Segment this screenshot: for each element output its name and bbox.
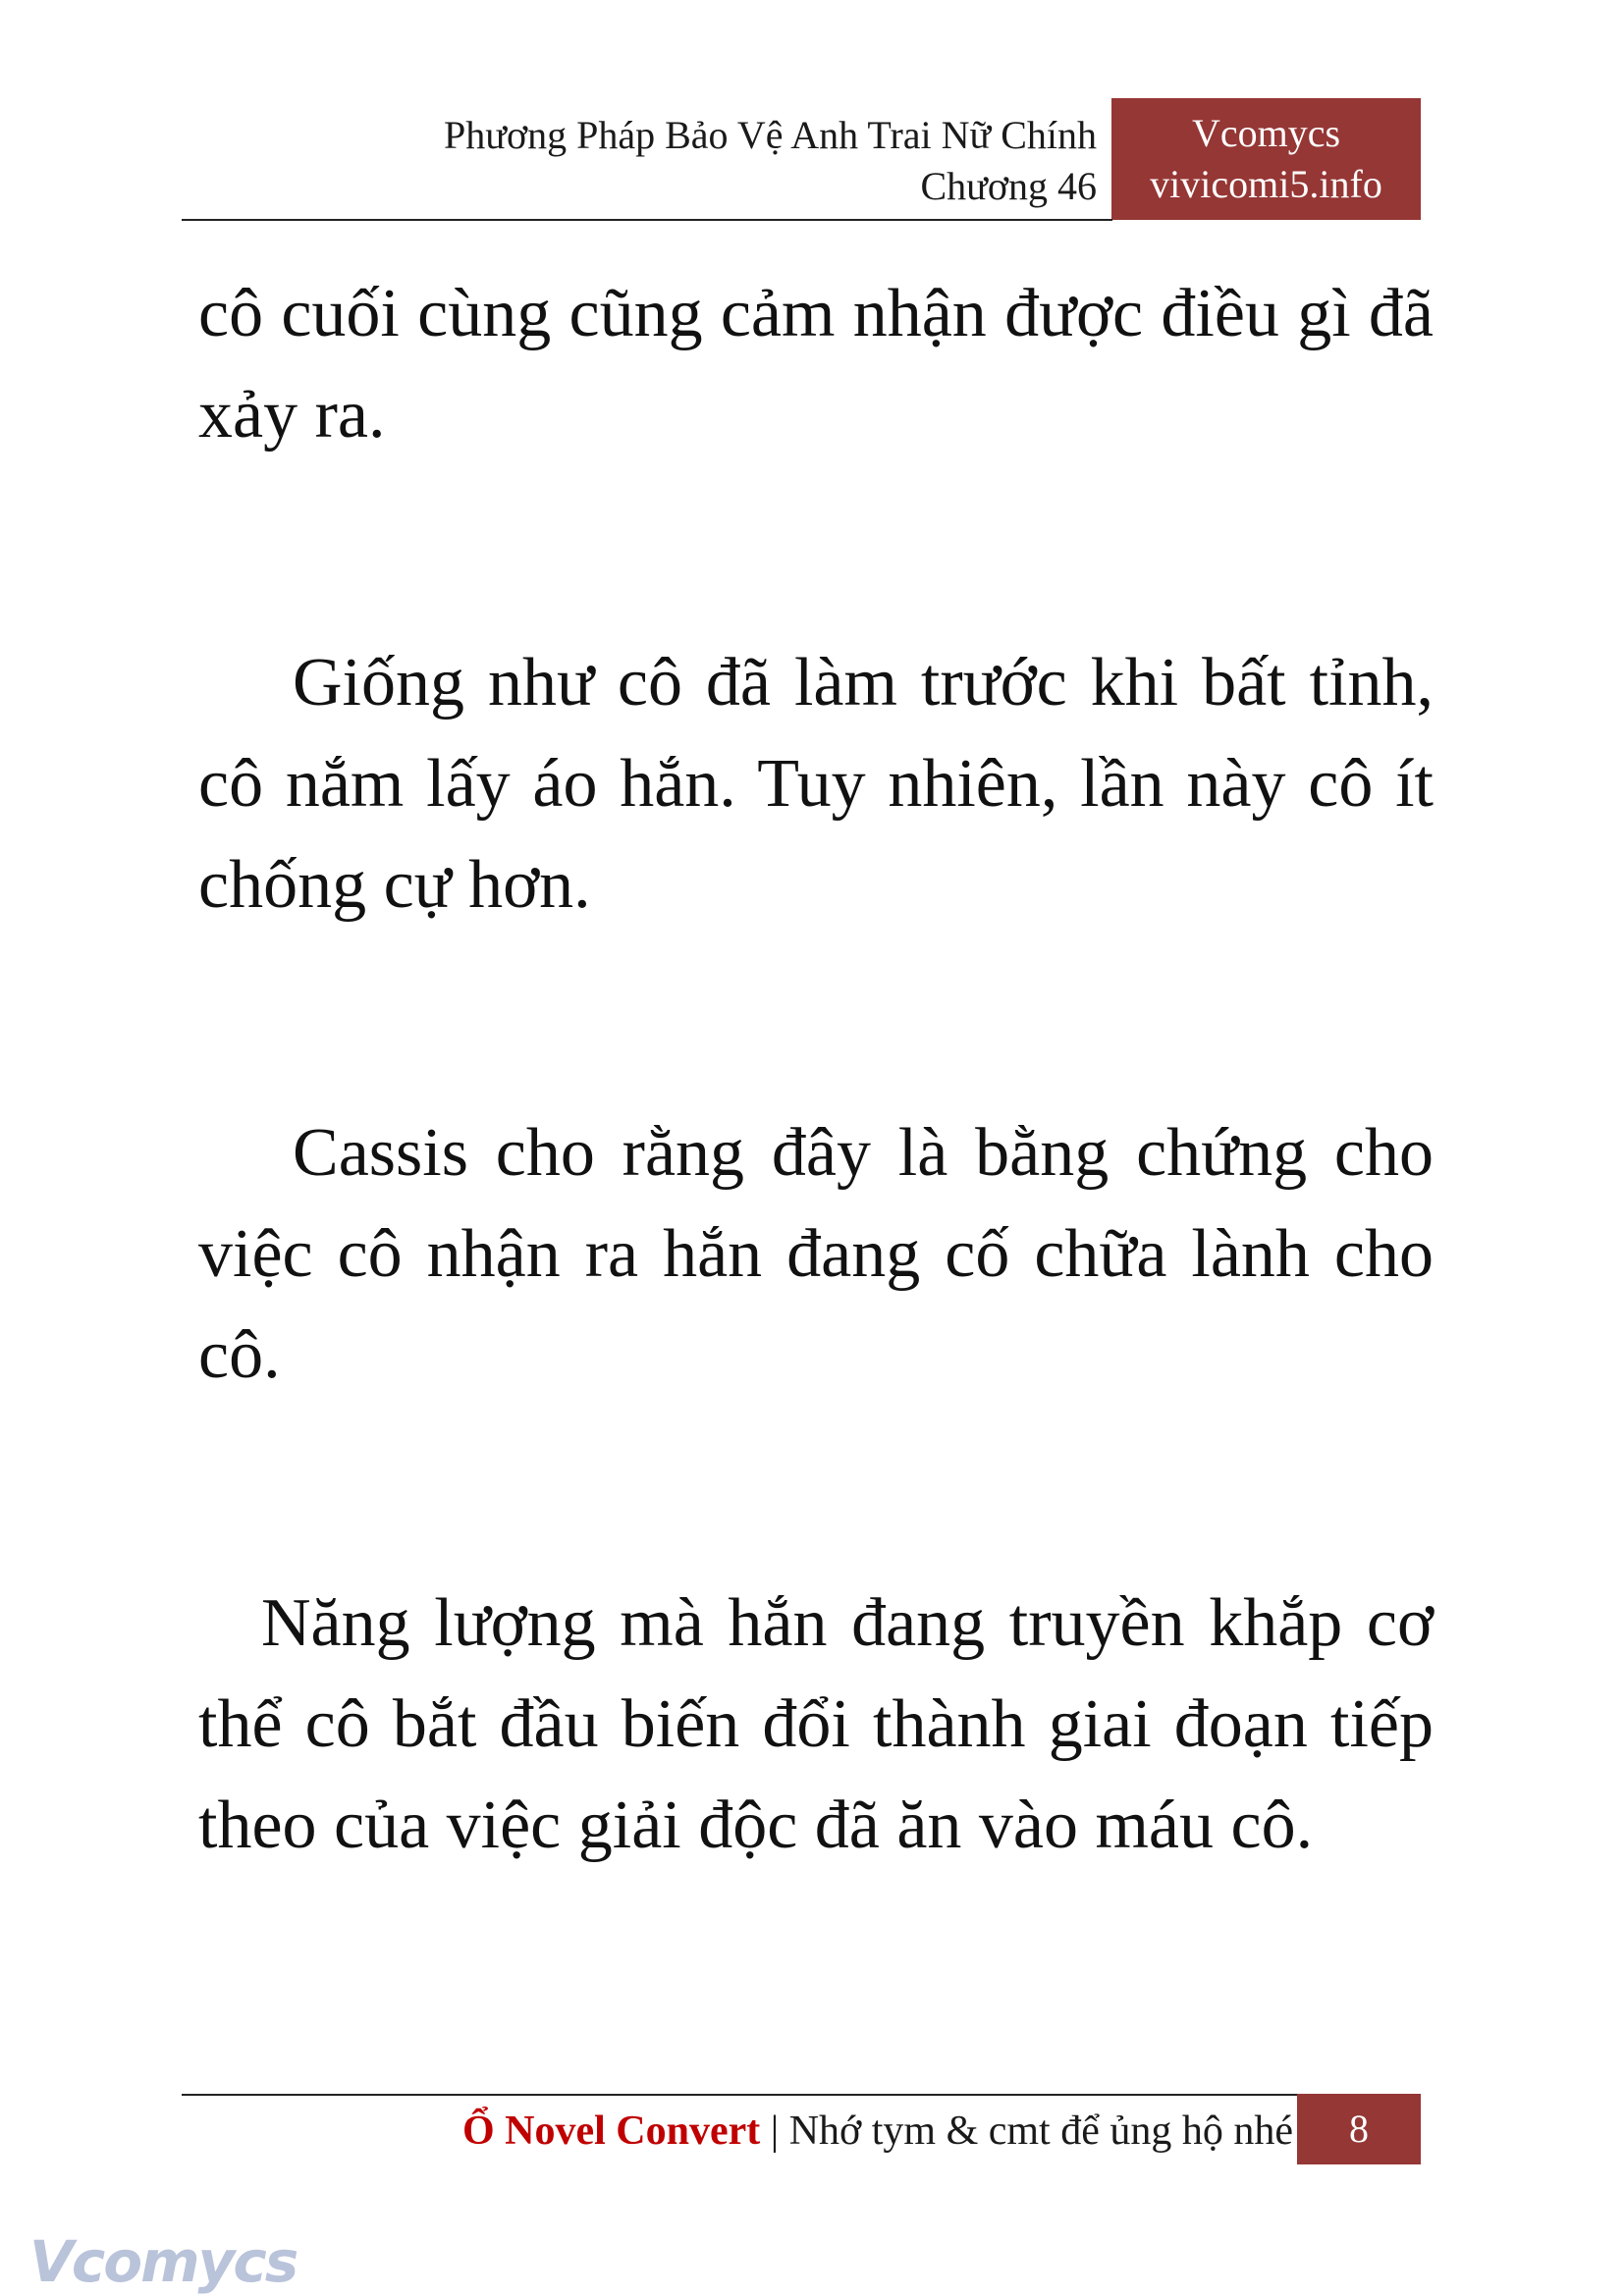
paragraph-gap: [198, 935, 1434, 1102]
site-name: Vcomycs: [1191, 111, 1341, 155]
site-url: vivicomi5.info: [1150, 162, 1382, 206]
paragraph: Giống như cô đã làm trước khi bất tỉnh, cô nắm lấy áo hắn. Tuy nhiên, lần này cô ít chống cự hơn.: [198, 645, 1434, 923]
paragraph: Năng lượng mà hắn đang truyền khắp cơ thể cô bắt đầu biến đổi thành giai đoạn tiếp theo của việc giải độc đã ăn vào máu cô.: [198, 1585, 1434, 1863]
book-title: Phương Pháp Bảo Vệ Anh Trai Nữ Chính: [444, 113, 1097, 157]
watermark-logo: Vcomycs: [29, 2228, 298, 2295]
footer-divider: [182, 2094, 1421, 2096]
header-divider: [182, 219, 1112, 221]
chapter-body: [198, 263, 1434, 1876]
footer-brand: Ổ Novel Convert: [461, 2109, 761, 2154]
paragraph: cô cuối cùng cũng cảm nhận được điều gì đã xảy ra.: [198, 276, 1434, 453]
footer-message: Nhớ tym & cmt để ủng hộ nhé: [788, 2109, 1293, 2154]
site-badge: [1111, 98, 1421, 220]
footer-text: [462, 2098, 1293, 2164]
paragraph-gap: [198, 465, 1434, 632]
paragraph: Cassis cho rằng đây là bằng chứng cho việc cô nhận ra hắn đang cố chữa lành cho cô.: [198, 1115, 1434, 1393]
header-titles: [444, 110, 1097, 212]
paragraph-gap: [198, 1406, 1434, 1573]
chapter-label: Chương 46: [920, 164, 1097, 208]
footer-separator: |: [770, 2109, 780, 2154]
page-footer: [182, 2094, 1421, 2164]
page-number: 8: [1297, 2094, 1421, 2164]
page-header: [182, 98, 1421, 221]
